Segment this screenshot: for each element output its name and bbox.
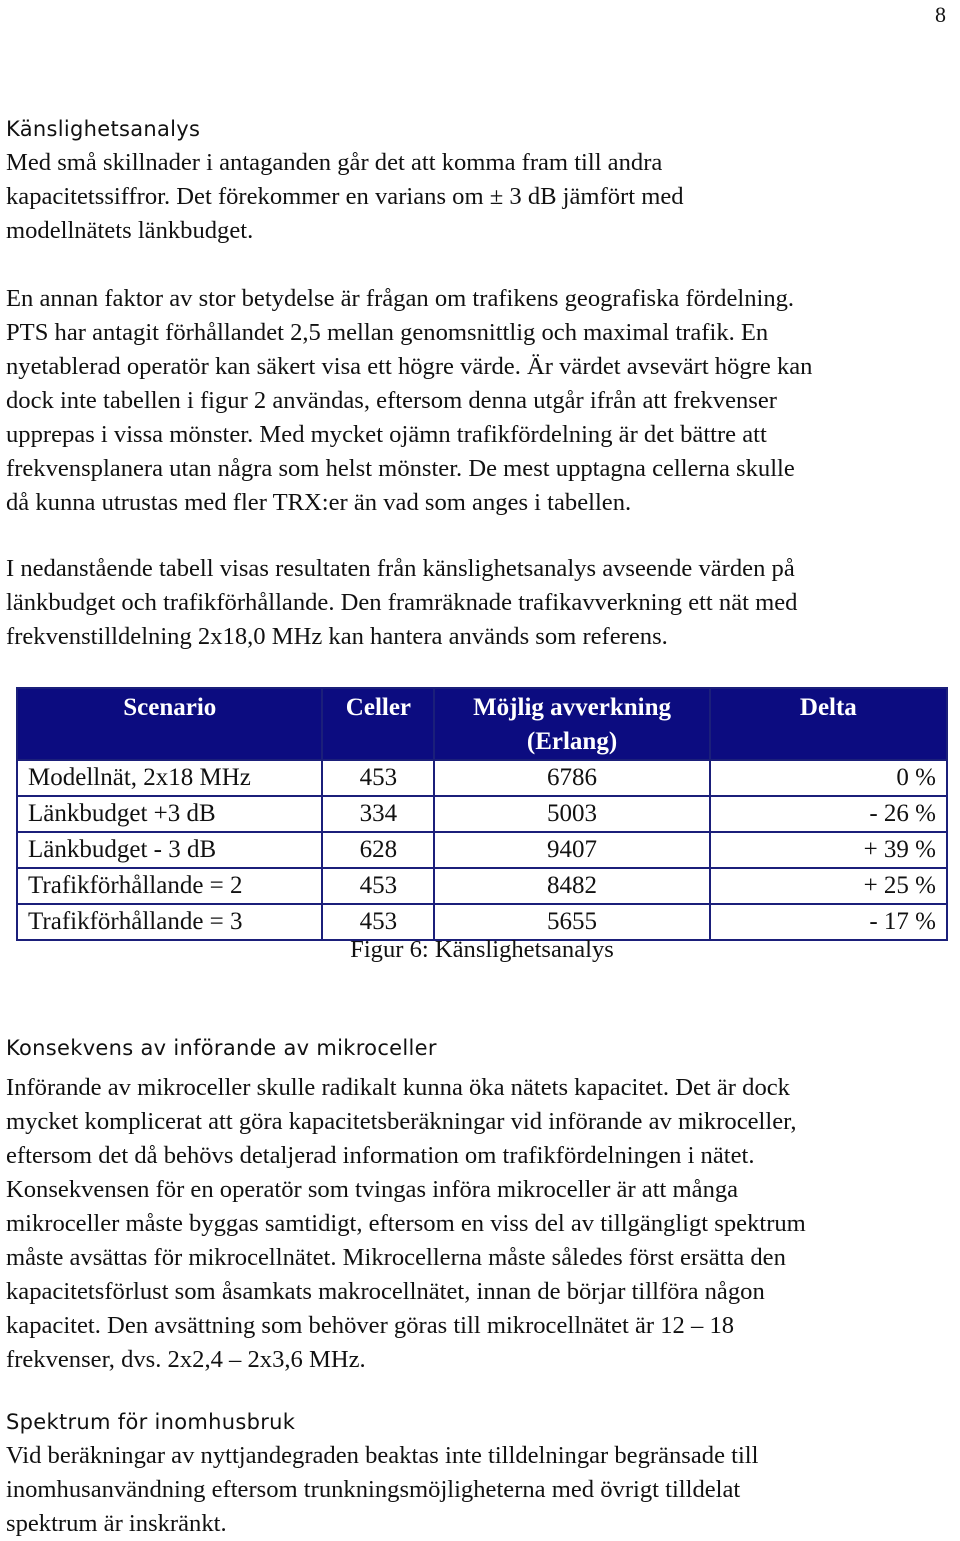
text-line: PTS har antagit förhållandet 2,5 mellan genomsnittlig och maximal trafik. En bbox=[6, 319, 769, 346]
header-cells: Celler bbox=[322, 688, 434, 760]
cell-scenario: Modellnät, 2x18 MHz bbox=[17, 760, 322, 796]
text-line: upprepas i vissa mönster. Med mycket ojämn trafikfördelning är det bättre att bbox=[6, 421, 767, 448]
text-line: dock inte tabellen i figur 2 användas, eftersom denna utgår ifrån att frekvenser bbox=[6, 387, 777, 414]
text-line: mikroceller måste byggas samtidigt, eftersom en viss del av tillgängligt spektrum bbox=[6, 1210, 806, 1237]
header-delta: Delta bbox=[710, 688, 947, 760]
text-line: kapacitetssiffror. Det förekommer en varians om ± 3 dB jämfört med bbox=[6, 183, 684, 210]
text-line: länkbudget och trafikförhållande. Den framräknade trafikavverkning ett nät med bbox=[6, 589, 798, 616]
text-line: måste avsättas för mikrocellnätet. Mikrocellerna måste således först ersätta den bbox=[6, 1244, 786, 1271]
table-row bbox=[17, 760, 947, 796]
cell-delta: + 25 % bbox=[710, 868, 947, 904]
heading-sensitivity-analysis: Känslighetsanalys bbox=[6, 117, 201, 141]
text-line: nyetablerad operatör kan säkert visa ett högre värde. Är värdet avsevärt högre kan bbox=[6, 353, 813, 380]
cell-delta: + 39 % bbox=[710, 832, 947, 868]
cell-capacity: 5655 bbox=[434, 904, 709, 940]
cell-capacity: 5003 bbox=[434, 796, 709, 832]
text-line: I nedanstående tabell visas resultaten från känslighetsanalys avseende värden på bbox=[6, 555, 795, 582]
cell-cells: 628 bbox=[322, 832, 434, 868]
paragraph-indoor-spectrum bbox=[6, 1439, 958, 1541]
cell-cells: 453 bbox=[322, 868, 434, 904]
text-line: kapacitetsförlust som åsamkats makrocellnätet, innan de börjar tillföra någon bbox=[6, 1278, 765, 1305]
table-row bbox=[17, 796, 947, 832]
text-line: mycket komplicerat att göra kapacitetsberäkningar vid införande av mikroceller, bbox=[6, 1108, 797, 1135]
header-capacity: Möjlig avverkning (Erlang) bbox=[434, 688, 709, 760]
paragraph-table-intro bbox=[6, 552, 958, 654]
cell-cells: 334 bbox=[322, 796, 434, 832]
table-row bbox=[17, 904, 947, 940]
figure-caption: Figur 6: Känslighetsanalys bbox=[350, 936, 614, 963]
table-row bbox=[17, 868, 947, 904]
heading-indoor-spectrum: Spektrum för inomhusbruk bbox=[6, 1410, 296, 1434]
cell-delta: - 17 % bbox=[710, 904, 947, 940]
cell-delta: 0 % bbox=[710, 760, 947, 796]
text-line: eftersom det då behövs detaljerad information om trafikfördelningen i nätet. bbox=[6, 1142, 755, 1169]
cell-scenario: Trafikförhållande = 2 bbox=[17, 868, 322, 904]
cell-scenario: Länkbudget +3 dB bbox=[17, 796, 322, 832]
table-header-row bbox=[17, 688, 947, 760]
cell-cells: 453 bbox=[322, 760, 434, 796]
cell-cells: 453 bbox=[322, 904, 434, 940]
cell-capacity: 9407 bbox=[434, 832, 709, 868]
text-line: inomhusanvändning eftersom trunkningsmöjligheterna med övrigt tilldelat bbox=[6, 1476, 741, 1503]
text-line: kapacitet. Den avsättning som behöver göras till mikrocellnätet är 12 – 18 bbox=[6, 1312, 735, 1339]
cell-scenario: Trafikförhållande = 3 bbox=[17, 904, 322, 940]
paragraph-traffic-distribution bbox=[6, 282, 958, 520]
text-line: modellnätets länkbudget. bbox=[6, 217, 254, 244]
header-scenario: Scenario bbox=[17, 688, 322, 760]
text-line: frekvenser, dvs. 2x2,4 – 2x3,6 MHz. bbox=[6, 1346, 366, 1373]
cell-capacity: 6786 bbox=[434, 760, 709, 796]
text-line: Vid beräkningar av nyttjandegraden beaktas inte tilldelningar begränsade till bbox=[6, 1442, 759, 1469]
text-line: frekvenstilldelning 2x18,0 MHz kan hantera används som referens. bbox=[6, 623, 668, 650]
cell-delta: - 26 % bbox=[710, 796, 947, 832]
table-row bbox=[17, 832, 947, 868]
cell-capacity: 8482 bbox=[434, 868, 709, 904]
cell-scenario: Länkbudget - 3 dB bbox=[17, 832, 322, 868]
text-line: Med små skillnader i antaganden går det att komma fram till andra bbox=[6, 149, 663, 176]
text-line: frekvensplanera utan några som helst mönster. De mest upptagna cellerna skulle bbox=[6, 455, 795, 482]
heading-microcells: Konsekvens av införande av mikroceller bbox=[6, 1036, 437, 1060]
text-line: Införande av mikroceller skulle radikalt kunna öka nätets kapacitet. Det är dock bbox=[6, 1074, 790, 1101]
text-line: En annan faktor av stor betydelse är frågan om trafikens geografiska fördelning. bbox=[6, 285, 795, 312]
sensitivity-table bbox=[16, 687, 948, 941]
page-number: 8 bbox=[935, 2, 946, 27]
text-line: då kunna utrustas med fler TRX:er än vad som anges i tabellen. bbox=[6, 489, 632, 516]
text-line: spektrum är inskränkt. bbox=[6, 1510, 227, 1537]
paragraph-microcells bbox=[6, 1071, 958, 1377]
paragraph-sensitivity-intro bbox=[6, 146, 958, 248]
text-line: Konsekvensen för en operatör som tvingas införa mikroceller är att många bbox=[6, 1176, 739, 1203]
